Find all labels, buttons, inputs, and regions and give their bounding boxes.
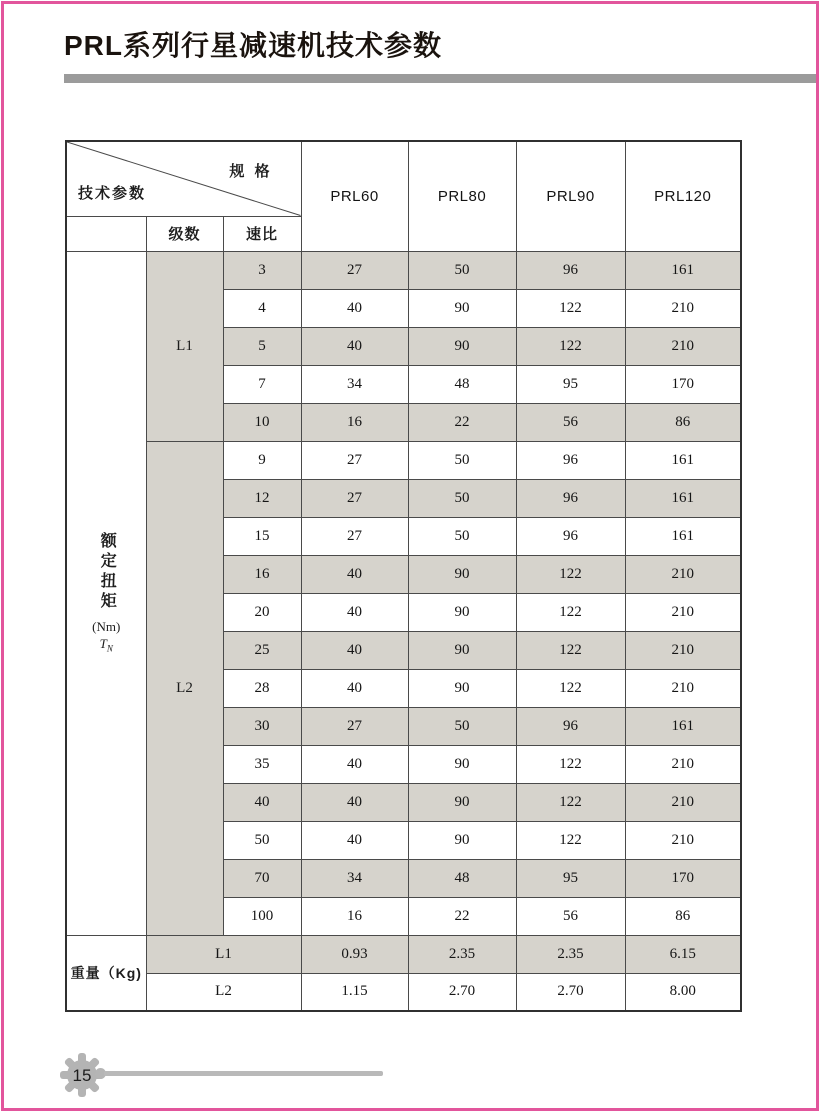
weight-value-cell: 8.00 xyxy=(625,973,741,1011)
value-cell: 161 xyxy=(625,251,741,289)
value-cell: 210 xyxy=(625,669,741,707)
weight-stage-cell: L2 xyxy=(146,973,301,1011)
weight-value-cell: 0.93 xyxy=(301,935,408,973)
footer-rule xyxy=(104,1071,383,1076)
ratio-cell: 12 xyxy=(223,479,301,517)
data-row xyxy=(66,251,741,289)
value-cell: 170 xyxy=(625,365,741,403)
corner-param-label: 技术参数 xyxy=(78,184,147,202)
blank-cell xyxy=(66,216,146,251)
weight-value-cell: 2.70 xyxy=(408,973,516,1011)
value-cell: 161 xyxy=(625,441,741,479)
weight-value-cell: 1.15 xyxy=(301,973,408,1011)
ratio-cell: 100 xyxy=(223,897,301,935)
value-cell: 210 xyxy=(625,783,741,821)
value-cell: 161 xyxy=(625,707,741,745)
value-cell: 16 xyxy=(301,403,408,441)
header-row-1 xyxy=(66,141,741,216)
ratio-cell: 35 xyxy=(223,745,301,783)
value-cell: 96 xyxy=(516,707,625,745)
ratio-cell: 30 xyxy=(223,707,301,745)
column-header-prl80: PRL80 xyxy=(408,141,516,251)
value-cell: 90 xyxy=(408,631,516,669)
value-cell: 40 xyxy=(301,289,408,327)
value-cell: 96 xyxy=(516,251,625,289)
value-cell: 90 xyxy=(408,593,516,631)
value-cell: 95 xyxy=(516,859,625,897)
ratio-header: 速比 xyxy=(223,216,301,251)
torque-symbol: $T_N$ xyxy=(99,636,113,654)
value-cell: 90 xyxy=(408,821,516,859)
value-cell: 161 xyxy=(625,479,741,517)
value-cell: 95 xyxy=(516,365,625,403)
data-row xyxy=(66,441,741,479)
ratio-cell: 50 xyxy=(223,821,301,859)
value-cell: 210 xyxy=(625,327,741,365)
value-cell: 56 xyxy=(516,403,625,441)
page-title: PRL系列行星减速机技术参数 xyxy=(64,30,443,61)
value-cell: 22 xyxy=(408,403,516,441)
ratio-cell: 15 xyxy=(223,517,301,555)
value-cell: 40 xyxy=(301,327,408,365)
value-cell: 122 xyxy=(516,631,625,669)
value-cell: 96 xyxy=(516,517,625,555)
title-underline-bar xyxy=(64,74,816,83)
stage-cell: L1 xyxy=(146,251,223,441)
column-header-prl90: PRL90 xyxy=(516,141,625,251)
page-number: 15 xyxy=(72,1066,92,1085)
ratio-cell: 7 xyxy=(223,365,301,403)
value-cell: 90 xyxy=(408,289,516,327)
value-cell: 86 xyxy=(625,897,741,935)
value-cell: 40 xyxy=(301,745,408,783)
value-cell: 34 xyxy=(301,365,408,403)
ratio-cell: 16 xyxy=(223,555,301,593)
value-cell: 90 xyxy=(408,327,516,365)
value-cell: 90 xyxy=(408,555,516,593)
value-cell: 210 xyxy=(625,593,741,631)
value-cell: 122 xyxy=(516,669,625,707)
value-cell: 90 xyxy=(408,669,516,707)
corner-cell xyxy=(66,141,301,216)
stage-header: 级数 xyxy=(146,216,223,251)
value-cell: 50 xyxy=(408,441,516,479)
value-cell: 96 xyxy=(516,441,625,479)
ratio-cell: 4 xyxy=(223,289,301,327)
weight-row xyxy=(66,935,741,973)
value-cell: 122 xyxy=(516,327,625,365)
value-cell: 27 xyxy=(301,479,408,517)
corner-spec-label: 规 格 xyxy=(229,163,273,180)
ratio-cell: 40 xyxy=(223,783,301,821)
value-cell: 50 xyxy=(408,251,516,289)
weight-value-cell: 2.35 xyxy=(408,935,516,973)
value-cell: 210 xyxy=(625,631,741,669)
value-cell: 90 xyxy=(408,783,516,821)
value-cell: 90 xyxy=(408,745,516,783)
value-cell: 40 xyxy=(301,669,408,707)
value-cell: 50 xyxy=(408,707,516,745)
column-header-prl120: PRL120 xyxy=(625,141,741,251)
value-cell: 210 xyxy=(625,745,741,783)
value-cell: 210 xyxy=(625,555,741,593)
value-cell: 96 xyxy=(516,479,625,517)
value-cell: 48 xyxy=(408,365,516,403)
ratio-cell: 25 xyxy=(223,631,301,669)
value-cell: 27 xyxy=(301,441,408,479)
weight-stage-cell: L1 xyxy=(146,935,301,973)
ratio-cell: 10 xyxy=(223,403,301,441)
ratio-cell: 5 xyxy=(223,327,301,365)
value-cell: 122 xyxy=(516,821,625,859)
value-cell: 27 xyxy=(301,251,408,289)
value-cell: 40 xyxy=(301,631,408,669)
value-cell: 170 xyxy=(625,859,741,897)
value-cell: 122 xyxy=(516,783,625,821)
value-cell: 27 xyxy=(301,517,408,555)
ratio-cell: 9 xyxy=(223,441,301,479)
value-cell: 40 xyxy=(301,593,408,631)
value-cell: 122 xyxy=(516,745,625,783)
ratio-cell: 20 xyxy=(223,593,301,631)
weight-label-cell: 重量（Kg) xyxy=(66,935,146,1011)
value-cell: 122 xyxy=(516,289,625,327)
value-cell: 161 xyxy=(625,517,741,555)
ratio-cell: 28 xyxy=(223,669,301,707)
stage-cell: L2 xyxy=(146,441,223,935)
spec-table xyxy=(65,140,742,1012)
ratio-cell: 70 xyxy=(223,859,301,897)
weight-value-cell: 2.35 xyxy=(516,935,625,973)
torque-unit: (Nm) xyxy=(92,619,121,635)
table-body xyxy=(66,251,741,1011)
value-cell: 27 xyxy=(301,707,408,745)
column-header-prl60: PRL60 xyxy=(301,141,408,251)
value-cell: 210 xyxy=(625,821,741,859)
value-cell: 50 xyxy=(408,479,516,517)
ratio-cell: 3 xyxy=(223,251,301,289)
value-cell: 16 xyxy=(301,897,408,935)
value-cell: 40 xyxy=(301,783,408,821)
value-cell: 56 xyxy=(516,897,625,935)
value-cell: 122 xyxy=(516,555,625,593)
weight-row xyxy=(66,973,741,1011)
weight-value-cell: 2.70 xyxy=(516,973,625,1011)
weight-value-cell: 6.15 xyxy=(625,935,741,973)
value-cell: 50 xyxy=(408,517,516,555)
value-cell: 40 xyxy=(301,555,408,593)
value-cell: 22 xyxy=(408,897,516,935)
value-cell: 48 xyxy=(408,859,516,897)
value-cell: 34 xyxy=(301,859,408,897)
torque-label-cell xyxy=(66,251,146,935)
value-cell: 122 xyxy=(516,593,625,631)
value-cell: 86 xyxy=(625,403,741,441)
torque-vertical-text: 额定扭矩 xyxy=(98,532,116,613)
value-cell: 40 xyxy=(301,821,408,859)
value-cell: 210 xyxy=(625,289,741,327)
